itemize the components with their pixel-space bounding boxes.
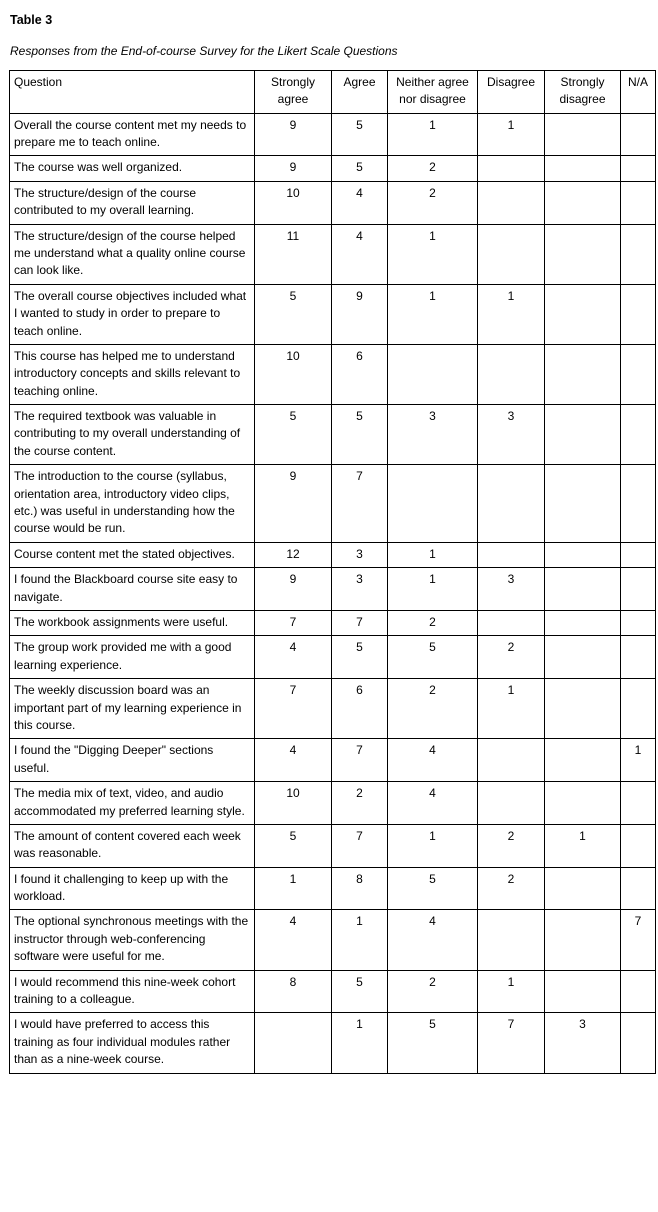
cell-agree: 7 bbox=[332, 611, 388, 636]
cell-neither: 1 bbox=[388, 224, 478, 284]
cell-question: The course was well organized. bbox=[10, 156, 255, 181]
cell-question: The overall course objectives included what I wanted to study in order to prepare to teach online. bbox=[10, 284, 255, 344]
cell-question: The amount of content covered each week was reasonable. bbox=[10, 824, 255, 867]
cell-question: The workbook assignments were useful. bbox=[10, 611, 255, 636]
table-header-row bbox=[10, 70, 656, 113]
cell-na bbox=[621, 465, 656, 543]
cell-strongly-agree: 10 bbox=[255, 344, 332, 404]
column-header-question: Question bbox=[10, 70, 255, 113]
cell-agree: 5 bbox=[332, 636, 388, 679]
cell-question: The media mix of text, video, and audio accommodated my preferred learning style. bbox=[10, 782, 255, 825]
cell-question: The structure/design of the course helped me understand what a quality online course can look like. bbox=[10, 224, 255, 284]
cell-strongly-disagree bbox=[545, 113, 621, 156]
column-header-strongly-disagree: Strongly disagree bbox=[545, 70, 621, 113]
cell-neither: 2 bbox=[388, 679, 478, 739]
cell-disagree: 7 bbox=[478, 1013, 545, 1073]
cell-neither: 2 bbox=[388, 970, 478, 1013]
cell-disagree bbox=[478, 542, 545, 567]
cell-agree: 7 bbox=[332, 739, 388, 782]
cell-neither bbox=[388, 465, 478, 543]
cell-disagree bbox=[478, 910, 545, 970]
table-caption: Responses from the End-of-course Survey for the Likert Scale Questions bbox=[10, 44, 398, 59]
cell-na bbox=[621, 1013, 656, 1073]
cell-na bbox=[621, 113, 656, 156]
table-row bbox=[10, 824, 656, 867]
cell-strongly-agree: 1 bbox=[255, 867, 332, 910]
cell-strongly-disagree bbox=[545, 611, 621, 636]
cell-na: 1 bbox=[621, 739, 656, 782]
cell-neither: 2 bbox=[388, 611, 478, 636]
table-row bbox=[10, 611, 656, 636]
table-row bbox=[10, 344, 656, 404]
cell-na bbox=[621, 611, 656, 636]
cell-neither: 4 bbox=[388, 782, 478, 825]
cell-question: This course has helped me to understand introductory concepts and skills relevant to teaching online. bbox=[10, 344, 255, 404]
cell-agree: 6 bbox=[332, 344, 388, 404]
cell-neither: 5 bbox=[388, 867, 478, 910]
cell-na bbox=[621, 679, 656, 739]
cell-na bbox=[621, 970, 656, 1013]
table-row bbox=[10, 113, 656, 156]
cell-strongly-agree: 9 bbox=[255, 113, 332, 156]
cell-disagree: 3 bbox=[478, 568, 545, 611]
cell-strongly-disagree: 3 bbox=[545, 1013, 621, 1073]
cell-neither: 1 bbox=[388, 568, 478, 611]
cell-strongly-disagree bbox=[545, 344, 621, 404]
cell-na bbox=[621, 405, 656, 465]
table-row bbox=[10, 739, 656, 782]
cell-strongly-disagree bbox=[545, 465, 621, 543]
cell-neither: 1 bbox=[388, 824, 478, 867]
cell-disagree bbox=[478, 156, 545, 181]
cell-agree: 1 bbox=[332, 1013, 388, 1073]
cell-disagree bbox=[478, 224, 545, 284]
table-row bbox=[10, 465, 656, 543]
cell-agree: 5 bbox=[332, 156, 388, 181]
cell-na bbox=[621, 542, 656, 567]
cell-neither: 2 bbox=[388, 156, 478, 181]
cell-na: 7 bbox=[621, 910, 656, 970]
cell-strongly-disagree bbox=[545, 970, 621, 1013]
cell-question: The required textbook was valuable in contributing to my overall understanding of the course content. bbox=[10, 405, 255, 465]
table-row bbox=[10, 636, 656, 679]
cell-question: Course content met the stated objectives. bbox=[10, 542, 255, 567]
cell-strongly-disagree bbox=[545, 181, 621, 224]
table-row bbox=[10, 542, 656, 567]
cell-strongly-disagree bbox=[545, 405, 621, 465]
cell-neither: 1 bbox=[388, 542, 478, 567]
table-row bbox=[10, 156, 656, 181]
cell-strongly-agree: 4 bbox=[255, 739, 332, 782]
column-header-na: N/A bbox=[621, 70, 656, 113]
cell-strongly-disagree bbox=[545, 568, 621, 611]
cell-disagree bbox=[478, 344, 545, 404]
cell-disagree bbox=[478, 181, 545, 224]
cell-neither: 1 bbox=[388, 284, 478, 344]
cell-disagree bbox=[478, 465, 545, 543]
cell-disagree bbox=[478, 739, 545, 782]
cell-question: I found it challenging to keep up with the workload. bbox=[10, 867, 255, 910]
cell-neither: 4 bbox=[388, 910, 478, 970]
cell-question: The optional synchronous meetings with the instructor through web-conferencing software were useful for me. bbox=[10, 910, 255, 970]
cell-na bbox=[621, 284, 656, 344]
cell-strongly-agree: 12 bbox=[255, 542, 332, 567]
cell-strongly-disagree bbox=[545, 284, 621, 344]
cell-disagree: 3 bbox=[478, 405, 545, 465]
cell-strongly-disagree bbox=[545, 782, 621, 825]
cell-disagree: 1 bbox=[478, 284, 545, 344]
cell-na bbox=[621, 867, 656, 910]
cell-disagree: 1 bbox=[478, 679, 545, 739]
cell-agree: 7 bbox=[332, 465, 388, 543]
cell-neither: 1 bbox=[388, 113, 478, 156]
column-header-neither: Neither agree nor disagree bbox=[388, 70, 478, 113]
cell-agree: 3 bbox=[332, 542, 388, 567]
cell-strongly-agree bbox=[255, 1013, 332, 1073]
cell-strongly-disagree bbox=[545, 636, 621, 679]
cell-agree: 8 bbox=[332, 867, 388, 910]
cell-neither: 5 bbox=[388, 1013, 478, 1073]
cell-strongly-agree: 11 bbox=[255, 224, 332, 284]
cell-disagree: 2 bbox=[478, 636, 545, 679]
cell-strongly-agree: 10 bbox=[255, 782, 332, 825]
cell-neither: 3 bbox=[388, 405, 478, 465]
cell-strongly-agree: 9 bbox=[255, 568, 332, 611]
cell-agree: 1 bbox=[332, 910, 388, 970]
table-body bbox=[10, 113, 656, 1073]
cell-disagree bbox=[478, 611, 545, 636]
cell-na bbox=[621, 568, 656, 611]
cell-agree: 5 bbox=[332, 113, 388, 156]
cell-question: The introduction to the course (syllabus, orientation area, introductory video clips, etc.) was useful in understanding how the course would be run. bbox=[10, 465, 255, 543]
column-header-agree: Agree bbox=[332, 70, 388, 113]
cell-question: I would recommend this nine-week cohort training to a colleague. bbox=[10, 970, 255, 1013]
column-header-strongly-agree: Strongly agree bbox=[255, 70, 332, 113]
cell-strongly-agree: 9 bbox=[255, 156, 332, 181]
cell-na bbox=[621, 224, 656, 284]
cell-neither: 5 bbox=[388, 636, 478, 679]
cell-strongly-disagree bbox=[545, 224, 621, 284]
cell-question: The group work provided me with a good learning experience. bbox=[10, 636, 255, 679]
cell-agree: 5 bbox=[332, 405, 388, 465]
cell-na bbox=[621, 344, 656, 404]
table-row bbox=[10, 970, 656, 1013]
cell-agree: 7 bbox=[332, 824, 388, 867]
cell-na bbox=[621, 782, 656, 825]
cell-agree: 4 bbox=[332, 224, 388, 284]
table-row bbox=[10, 568, 656, 611]
cell-disagree: 2 bbox=[478, 824, 545, 867]
cell-na bbox=[621, 824, 656, 867]
likert-results-table bbox=[9, 70, 656, 1074]
cell-strongly-disagree bbox=[545, 910, 621, 970]
cell-question: Overall the course content met my needs to prepare me to teach online. bbox=[10, 113, 255, 156]
cell-agree: 9 bbox=[332, 284, 388, 344]
cell-strongly-agree: 5 bbox=[255, 284, 332, 344]
cell-question: I would have preferred to access this training as four individual modules rather than as a nine-week course. bbox=[10, 1013, 255, 1073]
cell-agree: 3 bbox=[332, 568, 388, 611]
cell-strongly-disagree bbox=[545, 739, 621, 782]
cell-na bbox=[621, 636, 656, 679]
cell-neither: 2 bbox=[388, 181, 478, 224]
table-row bbox=[10, 910, 656, 970]
cell-strongly-agree: 10 bbox=[255, 181, 332, 224]
cell-strongly-agree: 5 bbox=[255, 405, 332, 465]
cell-strongly-agree: 7 bbox=[255, 611, 332, 636]
cell-na bbox=[621, 156, 656, 181]
cell-agree: 5 bbox=[332, 970, 388, 1013]
table-row bbox=[10, 1013, 656, 1073]
table-label: Table 3 bbox=[10, 13, 53, 27]
cell-strongly-agree: 4 bbox=[255, 910, 332, 970]
cell-strongly-disagree bbox=[545, 156, 621, 181]
cell-strongly-disagree bbox=[545, 679, 621, 739]
cell-question: I found the Blackboard course site easy to navigate. bbox=[10, 568, 255, 611]
table-row bbox=[10, 867, 656, 910]
cell-disagree: 1 bbox=[478, 970, 545, 1013]
table-row bbox=[10, 782, 656, 825]
cell-strongly-agree: 9 bbox=[255, 465, 332, 543]
table-row bbox=[10, 224, 656, 284]
cell-disagree bbox=[478, 782, 545, 825]
cell-strongly-agree: 8 bbox=[255, 970, 332, 1013]
cell-question: The weekly discussion board was an important part of my learning experience in this course. bbox=[10, 679, 255, 739]
table-row bbox=[10, 284, 656, 344]
cell-strongly-disagree bbox=[545, 542, 621, 567]
cell-agree: 4 bbox=[332, 181, 388, 224]
cell-strongly-agree: 4 bbox=[255, 636, 332, 679]
table-row bbox=[10, 181, 656, 224]
cell-strongly-disagree bbox=[545, 867, 621, 910]
cell-na bbox=[621, 181, 656, 224]
cell-disagree: 2 bbox=[478, 867, 545, 910]
cell-agree: 6 bbox=[332, 679, 388, 739]
cell-strongly-agree: 7 bbox=[255, 679, 332, 739]
cell-question: I found the "Digging Deeper" sections useful. bbox=[10, 739, 255, 782]
cell-question: The structure/design of the course contributed to my overall learning. bbox=[10, 181, 255, 224]
cell-agree: 2 bbox=[332, 782, 388, 825]
table-row bbox=[10, 405, 656, 465]
table-row bbox=[10, 679, 656, 739]
cell-disagree: 1 bbox=[478, 113, 545, 156]
cell-strongly-disagree: 1 bbox=[545, 824, 621, 867]
cell-neither bbox=[388, 344, 478, 404]
cell-neither: 4 bbox=[388, 739, 478, 782]
column-header-disagree: Disagree bbox=[478, 70, 545, 113]
cell-strongly-agree: 5 bbox=[255, 824, 332, 867]
